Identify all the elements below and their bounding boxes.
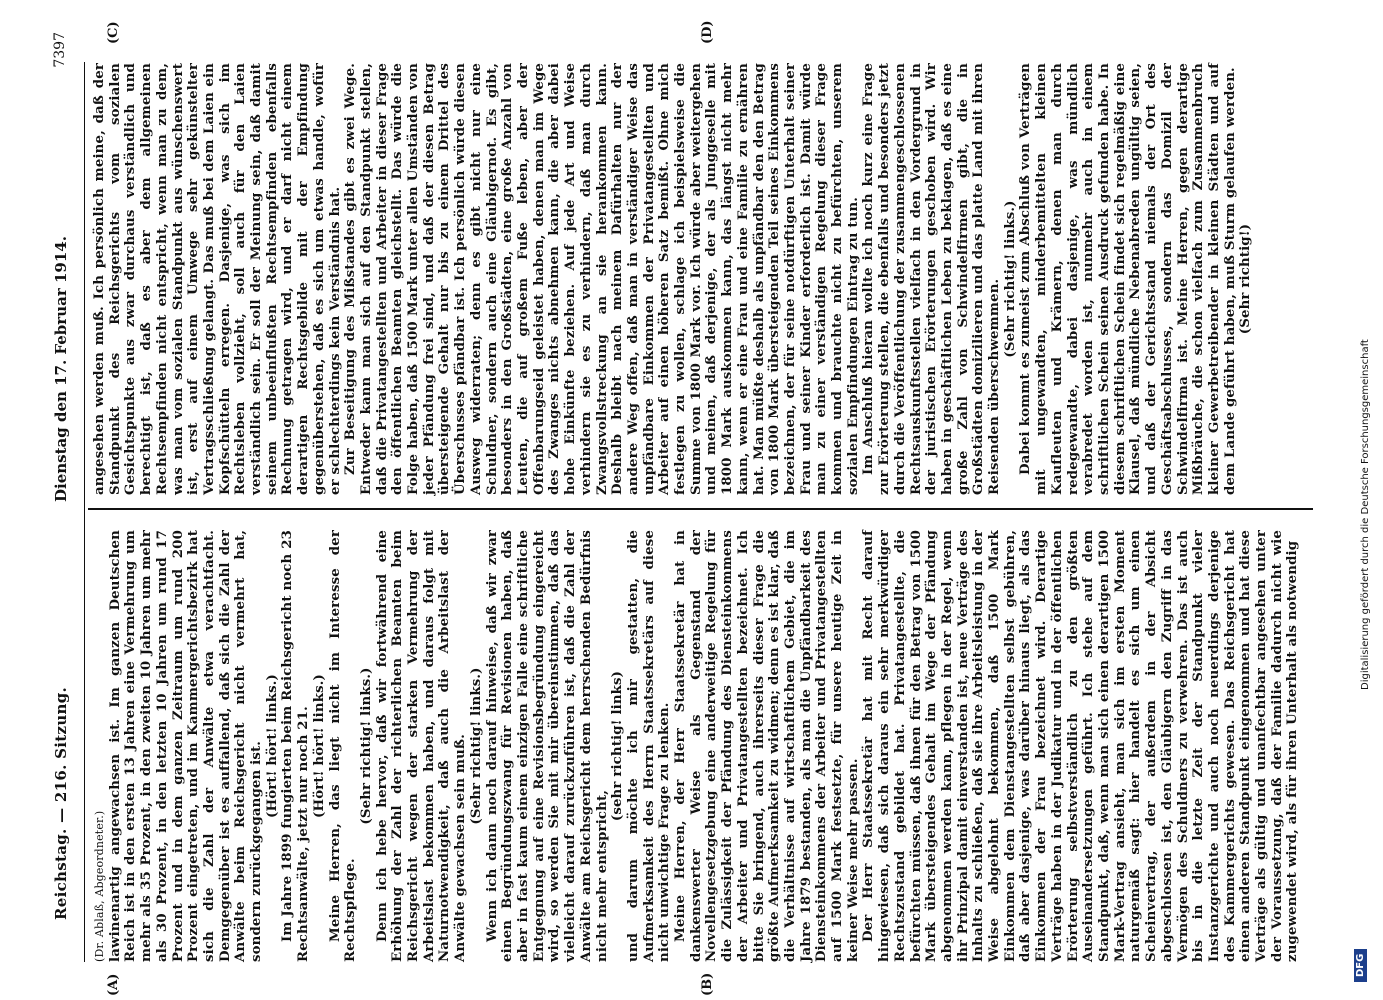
paragraph: und darum möchte ich mir gestatten, die Aufmerksamkeit des Herrn Staatssekretärs auf diese nicht unwichtige Frage zu lenken. <box>625 530 673 962</box>
margin-mark-c: (C) <box>106 21 121 44</box>
text-column-left <box>92 530 1301 962</box>
paragraph: (Sehr richtig! links.) <box>468 667 484 825</box>
speaker-attribution: (Dr. Ablaß, Abgeordneter.) <box>93 810 106 962</box>
paragraph: (Sehr richtig! links.) <box>1002 200 1018 358</box>
header-rule <box>84 62 85 962</box>
paragraph: lawinenartig angewachsen ist. Im ganzen Deutschen Reich ist in den ersten 13 Jahren eine Vermehrung um mehr als 35 Prozent, in den zweiten 10 Jahren um mehr als 30 Prozent, in den letzten 10 Jahren um rund 17 Prozent und in dem ganzen Zeitraum um rund 200 Prozent eingetreten, und im Kammergerichtsbezirk hat sich die Zahl der Anwälte etwa verachtfacht. Demgegenüber ist es auffallend, daß sich die Zahl der Anwälte beim Reichsgericht nicht vermehrt hat, sondern zurückgegangen ist. <box>107 530 265 962</box>
paragraph: (Hört! hört! links.) <box>311 674 327 818</box>
paragraph: angesehen werden muß. Ich persönlich meine, daß der Standpunkt des Reichsgerichts vom sozialen Gesichtspunkte aus zwar durchaus verständlich und berechtigt ist, daß es aber dem allgemeinen Rechtsempfinden nicht entspricht, wenn man zu dem, was man vom sozialen Standpunkt aus wünschenswert ist, erst auf einem Umwege sehr gekünstelter Vertragsschließung gelangt. Das muß bei dem Laien ein Kopfschütteln erregen. Dasjenige, was sich im Rechtsleben vollzieht, soll auch für den Laien verständlich sein. Er soll der Meinung sein, daß damit seinem unbeeinflußten Rechtsempfinden ebenfalls Rechnung getragen wird, und er darf nicht einem derartigen Rechtsgebilde mit der Empfindung gegenüberstehen, daß es sich um etwas handle, wofür er schlechterdings kein Verständnis hat. <box>92 63 343 495</box>
paragraph: Zur Beseitigung des Mißstandes gibt es zwei Wege. Entweder kann man sich auf den Standpunkt stellen, daß die Privatangestellten und Arbeiter in dieser Frage den öffentlichen Beamten gleichstellt. Das würde die Folge haben, daß 1500 Mark unter allen Umständen von jeder Pfändung frei sind, und daß der diesen Betrag übersteigende Gehalt nur bis zu einem Drittel des Überschusses pfändbar ist. Ich persönlich würde diesen Ausweg widerraten; denn es gibt nicht nur eine Schuldner, sondern auch eine Gläubigernot. Es gibt, besonders in den Großstädten, eine große Anzahl von Leuten, die auf großem Fuße leben, aber der Offenbarungseid geleistet haben, denen man im Wege des Zwanges nichts abnehmen kann, die aber dabei hohe Einkünfte beziehen. Auf jede Art und Weise verhindern sie es zu verhindern, daß man durch Zwangsvollstreckung an sie herankommen kann. Deshalb bleibt nach meinem Dafürhalten nur der andere Weg offen, daß man in verständiger Weise das unpfändbare Einkommen der Privatangestellten und Arbeiter auf einen höheren Satz bemißt. Ohne mich festlegen zu wollen, schlage ich beispielsweise die Summe von 1800 Mark vor. Ich würde aber weitergehen und meinen, daß derjenige, der als Junggeselle mit 1800 Mark auskommen kann, das längst nicht mehr kann, wenn er eine Frau und eine Familie zu ernähren hat. Man müßte deshalb als unpfändbar den den Betrag von 1800 Mark übersteigenden Teil seines Einkommens bezeichnen, der für seine notdürftigen Unterhalt seiner Frau und seiner Kinder erforderlich ist. Damit würde man zu einer verständigen Regelung dieser Frage kommen und brauchte nicht zu befürchten, unserem sozialen Empfindungen Eintrag zu tun. <box>343 63 861 495</box>
margin-mark-d: (D) <box>700 20 715 44</box>
margin-mark-a: (A) <box>106 973 121 996</box>
header-session: Reichstag. — 216. Sitzung. <box>52 686 70 920</box>
digitization-note: Digitalisierung gefördert durch die Deutsche Forschungsgemeinschaft <box>1360 339 1371 690</box>
paragraph: Meine Herren, der Herr Staatssekretär hat in dankenswerter Weise als Gegenstand der Novellengesetzgebung eine anderweitige Regelung für die Zulässigkeit der Pfändung des Diensteinkommens der Arbeiter und Privatangestellten bezeichnet. Ich bitte Sie bringend, auch ihrerseits dieser Frage die größte Aufmerksamkeit zu widmen; denn es ist klar, daß die Verhältnisse auf wirtschaftlichem Gebiet, die im Jahre 1879 bestanden, als man die Unpfändbarkeit des Diensteinkommens der Arbeiter und Privatangestellten auf 1500 Mark festsetzte, für unsere heutige Zeit in keiner Weise mehr passen. <box>673 530 861 962</box>
page-header <box>52 32 82 972</box>
header-page-number: 7397 <box>52 32 68 68</box>
paragraph: Im Anschluß hieran wollte ich noch kurz eine Frage zur Erörterung stellen, die ebenfalls und besonders jetzt durch die Veröffentlichung der zusammengeschlossenen Rechtsauskunftsstellen vielfach in den Vordergrund in der juristischen Erörterungen geschoben wird. Wir haben in geschäftlichen Leben zu beklagen, daß es eine große Zahl von Schwindelfirmen gibt, die in Großstädten domizilieren und das platte Land mit ihren Reisenden überschwemmen. <box>861 63 1003 495</box>
paragraph: (sehr richtig! links) <box>610 670 626 822</box>
paragraph: (Sehr richtig! links.) <box>358 667 374 825</box>
dfg-logo: DFG <box>1354 949 1367 982</box>
paragraph: (Hört! hört! links.) <box>264 674 280 818</box>
paragraph: Im Jahre 1899 fungierten beim Reichsgericht noch 23 Rechtsanwälte, jetzt nur noch 21. <box>280 530 312 962</box>
paragraph: Wenn ich dann noch darauf hinweise, daß wir zwar einen Begründungszwang für Revisionen haben, daß aber in fast kaum einem einzigen Falle eine schriftliche Entgegnung auf eine Revisionsbegründung eingereicht wird, so werden Sie mit mir übereinstimmen, daß das vielleicht darauf zurückzuführen ist, daß die Zahl der Anwälte am Reichsgericht dem herrschenden Bedürfnis nicht mehr entspricht, <box>484 530 610 962</box>
margin-mark-b: (B) <box>700 972 715 996</box>
paragraph: (Sehr richtig!) <box>1238 223 1254 335</box>
header-date: Dienstag den 17. Februar 1914. <box>52 236 70 502</box>
paragraph: Meine Herren, das liegt nicht im Interesse der Rechtspflege. <box>327 530 359 962</box>
paragraph: Denn ich hebe hervor, daß wir fortwährend eine Erhöhung der Zahl der richterlichen Beamten beim Reichsgericht wegen der starken Vermehrung der Arbeitslast bekommen haben, und daraus folgt mit Naturnotwendigkeit, daß auch die Arbeitslast der Anwälte gewachsen sein muß. <box>374 530 469 962</box>
paragraph: Der Herr Staatssekretär hat mit Recht darauf hingewiesen, daß sich daraus ein sehr merkwürdiger Rechtszustand gebildet hat. Privatangestellte, die befürchten müssen, daß ihnen für den Betrag von 1500 Mark übersteigendes Gehalt im Wege der Pfändung abgenommen werden kann, pflegen in der Regel, wenn ihr Prinzipal damit einverstanden ist, neue Verträge des Inhalts zu schließen, daß sie ihre Arbeitsleistung in der Weise abgelohnt bekommen, daß 1500 Mark Einkommen dem Dienstangestellten selbst gebühren, daß aber dasjenige, was darüber hinaus liegt, als das Einkommen der Frau bezeichnet wird. Derartige Verträge haben in der Judikatur und in der öffentlichen Erörterung selbstverständlich zu den größten Auseinandersetzungen geführt. Ich stehe auf dem Standpunkt, daß, wenn man sich einen derartigen 1500 Mark-Vertrag ansieht, man sich im ersten Moment naturgemäß sagt: hier handelt es sich um einen Scheinvertrag, der außerdem in der Absicht abgeschlossen ist, den Gläubigern den Zugriff in das Vermögen des Schuldners zu verwehren. Das ist auch bis in die letzte Zeit der Standpunkt vieler Instanzgerichte und auch noch neuerdings derjenige des Kammergerichts gewesen. Das Reichsgericht hat einen anderen Standpunkt eingenommen und hat diese Verträge als gültig und unanfechtbar angesehen unter der Voraussetzung, daß der Familie dadurch nicht wie zugewendet wird, als für ihren Unterhalt als notwendig <box>861 530 1301 962</box>
text-column-right <box>92 63 1254 495</box>
paragraph: Dabei kommt es zumeist zum Abschluß von Verträgen mit ungewandten, minderbemittelten kleinen Kaufleuten und Krämern, denen man durch redegewandte, dabei dasjenige, was mündlich verabredet worden ist, nunmehr auch in einem schriftlichen Schein seinen Ausdruck gefunden habe. In diesem schriftlichen Schein findet sich regelmäßig eine Klausel, daß mündliche Nebenabreden ungültig seien, und daß der Gerichtsstand niemals der Ort des Geschäftsabschlusses, sondern das Domizil der Schwindelfirma ist. Meine Herren, gegen derartige Mißbräuche, die schon vielfach zum Zusammenbruch kleiner Gewerbetreibender in kleinen Städten und auf dem Lande geführt haben, muß Sturm gelaufen werden. <box>1018 63 1238 495</box>
column-rule <box>88 508 1313 510</box>
